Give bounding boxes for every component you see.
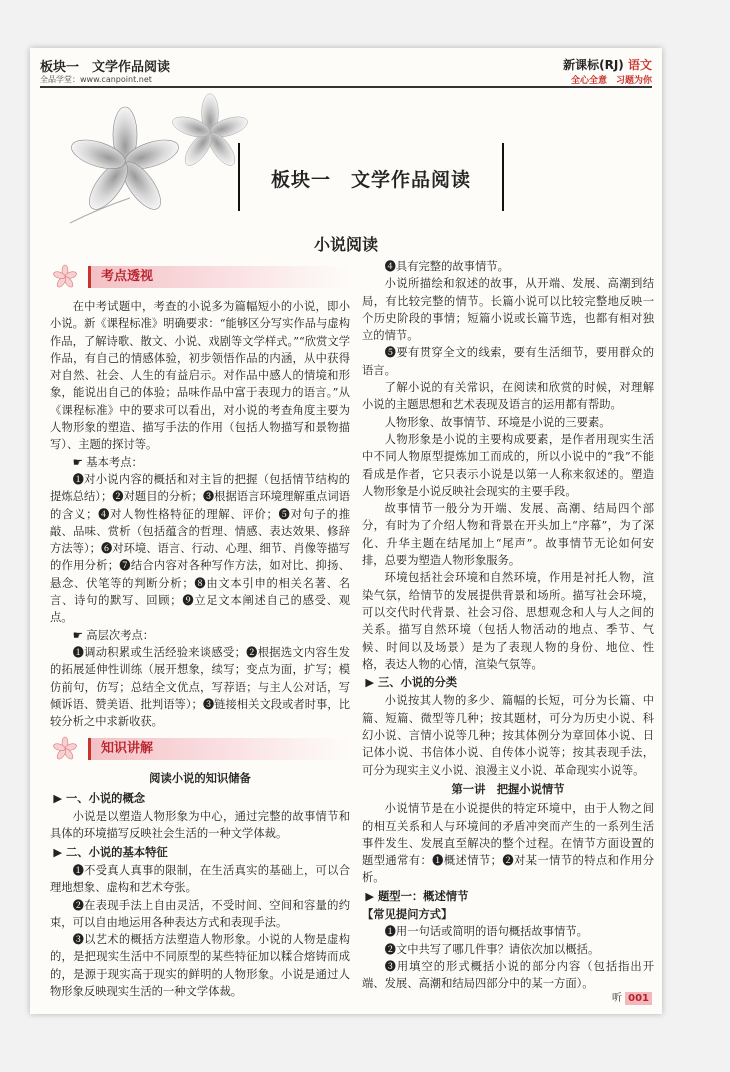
lecture-title: 第一讲 把握小说情节 (451, 782, 565, 796)
question-2: ❷文中共写了哪几件事？请依次加以概括。 (384, 942, 600, 956)
header-course-label: 新课标(RJ) (563, 58, 624, 72)
basic-points-text: ❶对小说内容的概括和对主旨的把握（包括情节结构的提炼总结）；❷对题目的分析；❸根据语言环境理解重点词语的含义；❹对人物性格特征的理解、评价；❺对句子的推敲、品味、赏析（包括蕴含的哲理、情感、表达效果、修辞方法等）；❻对环境、语言、行动、心理、细节、肖像等描写的作用分析；❼结合内容对各种写作方法，如对比、抑扬、悬念、伏笔等的判断分析；❽由文本引申的相关名著、名言、诗句的默写、回顾；❾立足文本阐述自己的感受、观点。 (50, 472, 350, 625)
pink-flower-icon (52, 736, 78, 762)
common-questions-heading: 【常见提问方式】 (362, 906, 453, 921)
three-elements-paragraph: 人物形象、故事情节、环境是小说的三要素。 (384, 415, 611, 429)
left-column (50, 258, 350, 1000)
high-points-label: ☛ 高层次考点： (72, 628, 155, 642)
character-paragraph: 人物形象是小说的主要构成要素，是作者用现实生活中不同人物原型提炼加工而成的，所以小说中的“我”不能看成是作者，它只表示小说是以第一人称来叙述的。塑造人物形象是小说反映社会现实的主要手段。 (362, 432, 654, 498)
question-type-heading: ▶ 题型一：概述情节 (365, 889, 469, 903)
knowledge-paragraph: 了解小说的有关常识，在阅读和欣赏的时候，对理解小说的主题思想和艺术表现及语言的运用都有帮助。 (362, 381, 654, 412)
classification-text: 小说按其人物的多少、篇幅的长短，可分为长篇、中篇、短篇、微型等几种；按其题材，可分为历史小说、科幻小说、言情小说等几种；按其体例分为章回体小说、日记体小说、书信体小说、自传体小说等；按其表现手法，可分为现实主义小说、浪漫主义小说、革命现实小说等。 (362, 694, 654, 777)
feature-2: ❷在表现手法上自由灵活，不受时间、空间和容量的约束，可以自由地运用各种表达方式和表现手法。 (50, 898, 350, 929)
section-heading-knowledge (50, 734, 350, 764)
header-section-title: 板块一 文学作品阅读 (40, 60, 171, 75)
unit-title: 板块一 文学作品阅读 (270, 169, 471, 191)
concept-heading: ▶ 一、小说的概念 (53, 791, 146, 805)
header-url: 全品学堂：www.canpoint.net (40, 75, 152, 84)
pink-flower-icon (52, 264, 78, 290)
section-label-bar (88, 738, 350, 760)
feature-5: ❺要有贯穿全文的线索，要有生活细节，要用群众的语言。 (362, 346, 654, 377)
page-number-value: 001 (625, 992, 652, 1005)
section-heading-exam-points (50, 262, 350, 292)
header-slogan: 全心全意 习题为你 (570, 76, 652, 86)
unit-banner (238, 143, 504, 211)
basic-points-label: ☛ 基本考点： (72, 455, 143, 469)
right-column (362, 258, 654, 992)
knowledge-title: 阅读小说的知识储备 (149, 772, 251, 786)
section-label: 考点透视 (101, 269, 154, 284)
feature-1: ❶不受真人真事的限制，在生活真实的基础上，可以合理地想象、虚构和艺术夸张。 (50, 863, 350, 895)
feature-4: ❹具有完整的故事情节。 (384, 260, 509, 273)
plot-paragraph: 小说所描绘和叙述的故事，从开端、发展、高潮到结局，有比较完整的情节。长篇小说可以比较完整地反映一个历史阶段的事情；短篇小说或长篇节选，也都有相对独立的情节。 (362, 277, 654, 343)
feature-heading: ▶ 二、小说的基本特征 (53, 845, 168, 859)
story-plot-paragraph: 故事情节一般分为开端、发展、高潮、结局四个部分，有时为了介绍人物和背景在开头加上“序幕”，为了深化、升华主题在结尾加上“尾声”。故事情节无论如何安排，总要为塑造人物形象服务。 (362, 502, 654, 568)
question-1: ❶用一句话或简明的语句概括故事情节。 (384, 925, 588, 939)
intro-paragraph: 在中考试题中，考查的小说多为篇幅短小的小说，即小小说。新《课程标准》明确要求：“能够区分写实作品与虚构作品，了解诗歌、散文、小说、戏剧等文学样式。”“欣赏文学作品，有自己的情感体验，初步领悟作品的内涵，从中获得对自然、社会、人生的有益启示。对作品中感人的情境和形象，能说出自己的体验；品味作品中富于表现力的语言。”从《课程标准》中的要求可以看出，对小说的考查角度主要为人物形象的塑造、描写手法的作用（包括人物描写和景物描写）、主题的探讨等。 (50, 300, 350, 452)
header-subject: 语文 (627, 58, 652, 72)
section-label-bar (88, 266, 350, 288)
lecture-text: 小说情节是在小说提供的特定环境中，由于人物之间的相互关系和人与环境间的矛盾冲突而产生的一系列生活事件发生、发展直至解决的整个过程。在情节方面设置的题型通常有：❶概述情节；❷对某一情节的特点和作用分析。 (362, 802, 654, 885)
environment-paragraph: 环境包括社会环境和自然环境，作用是衬托人物，渲染气氛，给情节的发展提供背景和场所。描写社会环境，可以交代时代背景、社会习俗、思想观念和人与人之间的关系。描写自然环境（包括人物活动的地点、季节、气候、时间以及场景）是为了表现人物的身份、地位、性格，表达人物的心情，渲染气氛等。 (362, 571, 654, 671)
header-course (563, 56, 652, 73)
textbook-page (30, 48, 662, 1014)
section-title: 小说阅读 (313, 235, 378, 254)
concept-text: 小说是以塑造人物形象为中心，通过完整的故事情节和具体的环境描写反映社会生活的一种文学体裁。 (50, 810, 350, 841)
flower-decoration-icon (60, 88, 260, 238)
page-number (612, 989, 652, 1004)
section-label: 知识讲解 (101, 741, 154, 757)
classification-heading: ▶ 三、小说的分类 (365, 676, 458, 690)
high-points-text: ❶调动积累或生活经验来谈感受；❷根据选文内容生发的拓展延伸性训练（展开想象，续写；变点为面，扩写；模仿前句，仿写；总结全文优点，写荐语；与主人公对话，写倾诉语、赞美语、批判语等）；❸链接相关文段或者时事，比较分析之中求新收获。 (50, 645, 350, 729)
question-3: ❸用填空的形式概括小说的部分内容（包括指出开端、发展、高潮和结局四部分中的某一方面）。 (362, 959, 654, 991)
page-header (40, 52, 652, 88)
feature-3: ❸以艺术的概括方法塑造人物形象。小说的人物是虚构的，是把现实生活中不同原型的某些特征加以糅合熔铸而成的，是源于现实高于现实的鲜明的人物形象。小说是通过人物形象反映现实生活的一种文学体裁。 (50, 933, 350, 998)
page-number-label: 听 (611, 993, 622, 1004)
